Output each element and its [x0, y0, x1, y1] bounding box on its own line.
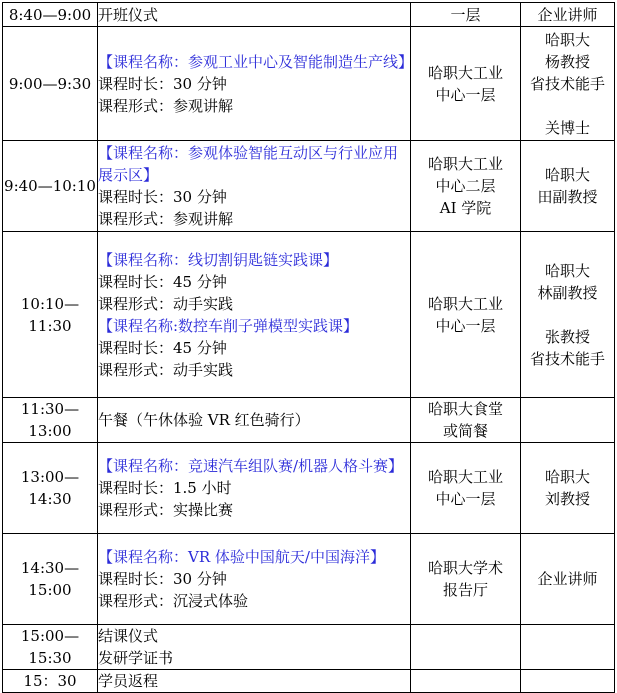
course-duration: 课程时长：1.5 小时	[98, 479, 232, 497]
venue-line: AI 学院	[439, 199, 492, 217]
teacher-line: 省技术能手	[529, 349, 605, 368]
teacher-cell	[521, 232, 615, 398]
table-row	[3, 27, 615, 141]
venue-cell	[411, 232, 521, 398]
venue-line: 哈职大工业	[427, 294, 503, 313]
content-cell	[98, 232, 411, 398]
table-row	[3, 3, 615, 27]
course-format: 课程形式：沉浸式体验	[98, 592, 249, 610]
table-row	[3, 670, 615, 693]
course-duration: 课程时长：30 分钟	[98, 74, 227, 93]
course-title: 【课程名称：VR 体验中国航天/中国海洋】	[98, 548, 385, 566]
activity-line: 午餐（午休体验 VR 红色骑行）	[98, 411, 310, 429]
content-cell	[98, 443, 411, 534]
teacher-line: 田副教授	[537, 188, 598, 206]
content-cell	[98, 670, 411, 693]
venue-line: 哈职大工业	[427, 155, 503, 173]
venue-cell	[411, 670, 521, 693]
course-format: 课程形式：参观讲解	[98, 210, 234, 228]
venue-cell	[411, 443, 521, 534]
table-row	[3, 232, 615, 398]
course-duration: 课程时长：45 分钟	[98, 338, 227, 357]
activity-line: 开班仪式	[98, 5, 159, 24]
table-row	[3, 443, 615, 534]
time-cell: 11:30—13:00	[3, 398, 98, 443]
teacher-cell	[521, 625, 615, 670]
venue-line: 中心二层	[435, 177, 496, 195]
content-cell	[98, 398, 411, 443]
schedule-table	[2, 2, 615, 693]
venue-line: 哈职大工业	[427, 468, 503, 486]
table-row	[3, 141, 615, 232]
time-cell: 8:40—9:00	[3, 3, 98, 27]
venue-cell	[411, 27, 521, 141]
course-title: 【课程名称：线切割钥匙链实践课】	[98, 250, 339, 269]
content-cell	[98, 27, 414, 141]
course-format: 课程形式：参观讲解	[98, 96, 234, 115]
teacher-line: 省技术能手	[529, 74, 605, 93]
course-format: 课程形式：动手实践	[98, 294, 234, 313]
teacher-cell	[521, 534, 615, 625]
activity-line: 结课仪式	[98, 627, 159, 645]
time-cell: 14:30—15:00	[3, 534, 98, 625]
time-cell: 9:40—10:10	[3, 141, 98, 232]
teacher-line: 张教授	[544, 327, 590, 346]
teacher-cell	[521, 27, 615, 141]
teacher-cell	[521, 443, 615, 534]
course-format: 课程形式：动手实践	[98, 360, 234, 379]
course-duration: 课程时长：45 分钟	[98, 272, 227, 291]
spacer	[521, 304, 614, 326]
venue-line: 一层	[450, 5, 481, 24]
teacher-line: 刘教授	[544, 490, 590, 508]
table-row	[3, 625, 615, 670]
time-cell: 13:00—14:30	[3, 443, 98, 534]
teacher-line: 林副教授	[537, 283, 598, 302]
teacher-line: 哈职大	[544, 166, 590, 184]
course-title: 【课程名称：参观工业中心及智能制造生产线】	[98, 52, 414, 71]
venue-line: 或简餐	[442, 422, 488, 440]
course-duration: 课程时长：30 分钟	[98, 570, 227, 588]
spacer	[521, 95, 614, 117]
venue-cell	[411, 625, 521, 670]
teacher-line: 企业讲师	[537, 570, 598, 588]
teacher-line: 哈职大	[544, 468, 590, 486]
course-duration: 课程时长：30 分钟	[98, 188, 227, 206]
time-cell: 10:10—11:30	[3, 232, 98, 398]
venue-line: 中心一层	[435, 85, 496, 104]
time-cell: 9:00—9:30	[3, 27, 98, 141]
content-cell	[98, 3, 411, 27]
teacher-cell	[521, 141, 615, 232]
time-cell: 15:00—15:30	[3, 625, 98, 670]
teacher-line: 杨教授	[544, 52, 590, 71]
venue-cell	[411, 141, 521, 232]
content-cell	[98, 534, 411, 625]
teacher-line: 企业讲师	[537, 5, 598, 24]
teacher-line: 哈职大	[544, 261, 590, 280]
course-format: 课程形式：实操比赛	[98, 501, 234, 519]
teacher-line: 哈职大	[544, 30, 590, 49]
venue-line: 哈职大食堂	[427, 400, 503, 418]
course-title: 【课程名称:数控车削子弹模型实践课】	[98, 316, 359, 335]
table-row	[3, 534, 615, 625]
activity-line: 发研学证书	[98, 649, 174, 667]
venue-line: 中心一层	[435, 490, 496, 508]
time-cell: 15：30	[3, 670, 98, 693]
table-row	[3, 398, 615, 443]
venue-cell	[411, 398, 521, 443]
venue-cell	[411, 3, 521, 27]
venue-line: 中心一层	[435, 316, 496, 335]
venue-line: 报告厅	[442, 581, 488, 599]
course-title: 【课程名称：竞速汽车组队赛/机器人格斗赛】	[98, 457, 404, 475]
venue-cell	[411, 534, 521, 625]
teacher-cell	[521, 3, 615, 27]
venue-line: 哈职大工业	[427, 63, 503, 82]
teacher-line: 关博士	[544, 118, 590, 137]
content-cell	[98, 625, 411, 670]
activity-line: 学员返程	[98, 672, 159, 690]
content-cell	[98, 141, 411, 232]
teacher-cell	[521, 398, 615, 443]
teacher-cell	[521, 670, 615, 693]
course-title: 【课程名称：参观体验智能互动区与行业应用展示区】	[98, 144, 399, 184]
venue-line: 哈职大学术	[427, 559, 503, 577]
